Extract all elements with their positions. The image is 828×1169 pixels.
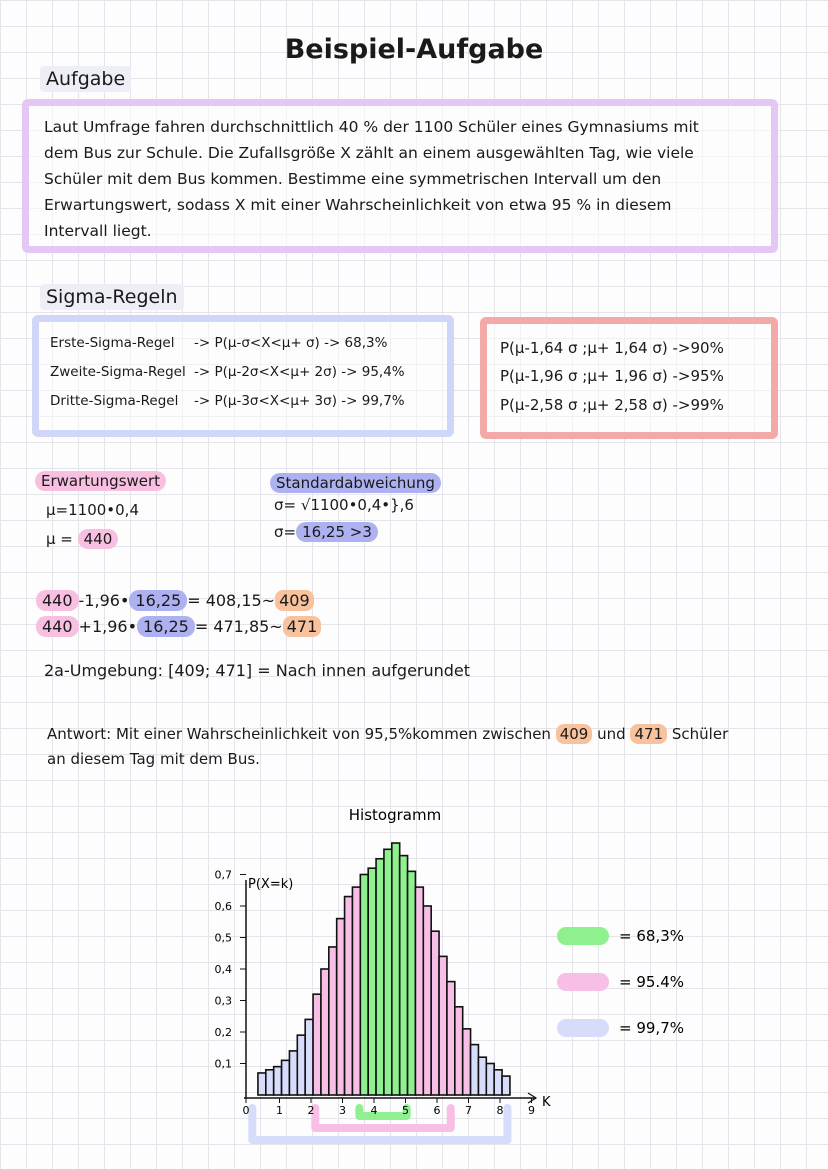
histogram-bar	[400, 856, 408, 1095]
histogram-bar	[297, 1035, 305, 1095]
x-tick-label: 3	[339, 1104, 346, 1117]
x-tick-label: 1	[276, 1104, 283, 1117]
legend-swatch	[557, 1019, 609, 1037]
histogram-bar	[376, 859, 384, 1095]
y-tick-label: 0,2	[214, 1026, 232, 1039]
legend-swatch	[557, 927, 609, 945]
standardabweichung-result: σ= 16,25 >3	[274, 523, 378, 541]
y-tick-label: 0,5	[214, 931, 232, 945]
histogram-bar	[266, 1070, 274, 1095]
erwartungswert-result: μ = 440	[46, 530, 118, 548]
histogram-bar	[329, 947, 337, 1095]
standardabweichung-formula: σ= √1100•0,4•},6	[274, 496, 414, 514]
sigma-rule-formula: -> P(μ-σ<X<μ+ σ) -> 68,3%	[194, 335, 388, 351]
band-bracket	[359, 1108, 406, 1116]
histogram-bar	[313, 994, 321, 1095]
y-tick-label: 0,3	[214, 994, 232, 1008]
x-tick-label: 7	[465, 1104, 472, 1117]
x-tick-label: 2	[307, 1104, 315, 1117]
x-tick-label: 5	[402, 1104, 409, 1117]
legend-label: = 99,7%	[619, 1019, 684, 1037]
histogram-bar	[360, 875, 368, 1096]
histogram-bar	[282, 1060, 290, 1095]
histogram-bar	[274, 1067, 282, 1095]
sigma-rule-name: Zweite-Sigma-Regel	[50, 364, 186, 380]
task-line: dem Bus zur Schule. Die Zufallsgröße X zählt an einem ausgewählten Tag, wie viele	[44, 144, 694, 162]
chart-title: Histogramm	[348, 806, 442, 824]
histogram-bar	[337, 919, 345, 1095]
sigma-extra-rule: P(μ-1,96 σ ;μ+ 1,96 σ) ->95%	[500, 367, 724, 385]
histogram-bar	[447, 982, 455, 1095]
sigma-rule-formula: -> P(μ-3σ<X<μ+ 3σ) -> 99,7%	[194, 393, 405, 409]
histogram-bar	[502, 1076, 510, 1095]
sigma-heading: Sigma-Regeln	[40, 284, 184, 310]
erwartungswert-formula: μ=1100•0,4	[46, 501, 139, 519]
x-axis-label: K	[542, 1095, 551, 1110]
histogram-bar	[486, 1064, 494, 1096]
y-tick-label: 0,7	[214, 868, 232, 882]
histogram-bar	[415, 887, 423, 1095]
histogram-bar	[494, 1070, 502, 1095]
calc-row-upper: 440 +1,96• 16,25 = 471,85~ 471	[36, 617, 321, 636]
histogram-bar	[463, 1029, 471, 1095]
histogram-bar	[352, 887, 360, 1095]
antwort-line2: an diesem Tag mit dem Bus.	[47, 750, 260, 768]
x-tick-label: 9	[528, 1104, 535, 1117]
histogram-bars	[258, 843, 510, 1095]
task-line: Intervall liegt.	[44, 222, 152, 240]
x-tick-label: 4	[370, 1104, 378, 1117]
histogram-bar	[392, 843, 400, 1095]
task-line: Laut Umfrage fahren durchschnittlich 40 % der 1100 Schüler eines Gymnasiums mit	[44, 118, 699, 136]
aufgabe-heading: Aufgabe	[40, 66, 131, 92]
erwartungswert-label: Erwartungswert	[35, 472, 166, 490]
sigma-extra-rule: P(μ-1,64 σ ;μ+ 1,64 σ) ->90%	[500, 339, 724, 357]
legend-swatch	[557, 973, 609, 991]
x-tick-label: 8	[496, 1104, 504, 1117]
calc-row-lower: 440 -1,96• 16,25 = 408,15~ 409	[36, 591, 314, 610]
histogram-bar	[455, 1007, 463, 1095]
histogram-bar	[408, 871, 416, 1095]
umgebung-line: 2a-Umgebung: [409; 471] = Nach innen aufgerundet	[44, 661, 471, 680]
y-tick-label: 0,1	[214, 1057, 232, 1071]
chart-legend	[557, 927, 684, 1037]
y-tick-label: 0,6	[214, 900, 232, 913]
histogram-bar	[305, 1019, 313, 1095]
antwort-line1: Antwort: Mit einer Wahrscheinlichkeit von 95,5%kommen zwischen 409 und 471 Schüler	[47, 725, 729, 743]
page-title: Beispiel-Aufgabe	[284, 34, 544, 65]
histogram-bar	[439, 956, 447, 1095]
sigma-rule-formula: -> P(μ-2σ<X<μ+ 2σ) -> 95,4%	[194, 364, 405, 380]
task-line: Schüler mit dem Bus kommen. Bestimme eine symmetrischen Intervall um den	[44, 170, 662, 188]
y-tick-label: 0,4	[214, 963, 232, 976]
x-tick-label: 6	[433, 1104, 441, 1117]
legend-label: = 95.4%	[619, 973, 684, 991]
histogram-bar	[384, 849, 392, 1095]
standardabweichung-label: Standardabweichung	[270, 474, 441, 492]
sigma-extra-rule: P(μ-2,58 σ ;μ+ 2,58 σ) ->99%	[500, 396, 724, 414]
histogram-bar	[321, 969, 329, 1095]
x-tick-label: 0	[242, 1104, 250, 1117]
sigma-rule-name: Dritte-Sigma-Regel	[50, 393, 179, 409]
y-ticks	[215, 869, 247, 1071]
legend-label: = 68,3%	[619, 927, 684, 945]
histogram-bar	[431, 931, 439, 1095]
histogram-bar	[289, 1051, 297, 1095]
histogram-bar	[368, 868, 376, 1095]
histogram-bar	[258, 1073, 266, 1095]
task-line: Erwartungswert, sodass X mit einer Wahrscheinlichkeit von etwa 95 % in diesem	[44, 196, 672, 214]
sigma-rule-name: Erste-Sigma-Regel	[50, 335, 175, 351]
histogram-bar	[471, 1045, 479, 1095]
y-axis-label: P(X=k)	[248, 877, 294, 892]
histogram-bar	[345, 897, 353, 1095]
histogram-bar	[423, 906, 431, 1095]
histogram-bar	[478, 1057, 486, 1095]
